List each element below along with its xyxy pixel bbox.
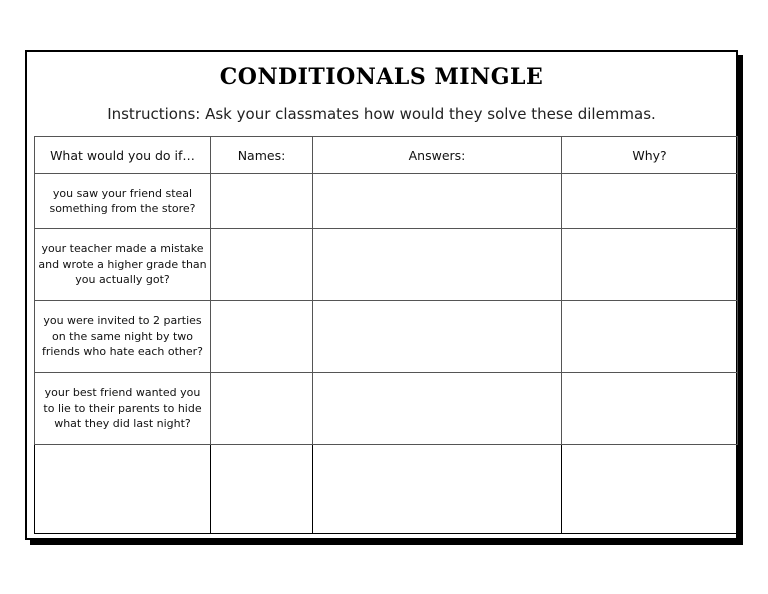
header-names: Names: (211, 137, 313, 174)
table-row (35, 445, 738, 534)
worksheet (25, 50, 738, 540)
question-cell[interactable] (35, 445, 211, 534)
header-question: What would you do if… (35, 137, 211, 174)
names-cell[interactable] (211, 373, 313, 445)
mingle-table (34, 136, 738, 534)
table-header-row (35, 137, 738, 174)
table-row (35, 229, 738, 301)
header-why: Why? (562, 137, 738, 174)
names-cell[interactable] (211, 229, 313, 301)
why-cell[interactable] (562, 301, 738, 373)
question-cell: your best friend wanted you to lie to their parents to hide what they did last night? (35, 373, 211, 445)
answers-cell[interactable] (313, 301, 562, 373)
answers-cell[interactable] (313, 174, 562, 229)
question-cell: you saw your friend steal something from the store? (35, 174, 211, 229)
why-cell[interactable] (562, 174, 738, 229)
question-cell: your teacher made a mistake and wrote a higher grade than you actually got? (35, 229, 211, 301)
answers-cell[interactable] (313, 229, 562, 301)
why-cell[interactable] (562, 445, 738, 534)
answers-cell[interactable] (313, 373, 562, 445)
names-cell[interactable] (211, 445, 313, 534)
answers-cell[interactable] (313, 445, 562, 534)
names-cell[interactable] (211, 301, 313, 373)
worksheet-title: CONDITIONALS MINGLE (219, 64, 544, 90)
instructions-text: Instructions: Ask your classmates how would they solve these dilemmas. (107, 105, 656, 123)
why-cell[interactable] (562, 229, 738, 301)
names-cell[interactable] (211, 174, 313, 229)
question-cell: you were invited to 2 parties on the same night by two friends who hate each other? (35, 301, 211, 373)
table-row (35, 373, 738, 445)
table-row (35, 301, 738, 373)
table-row (35, 174, 738, 229)
header-answers: Answers: (313, 137, 562, 174)
why-cell[interactable] (562, 373, 738, 445)
